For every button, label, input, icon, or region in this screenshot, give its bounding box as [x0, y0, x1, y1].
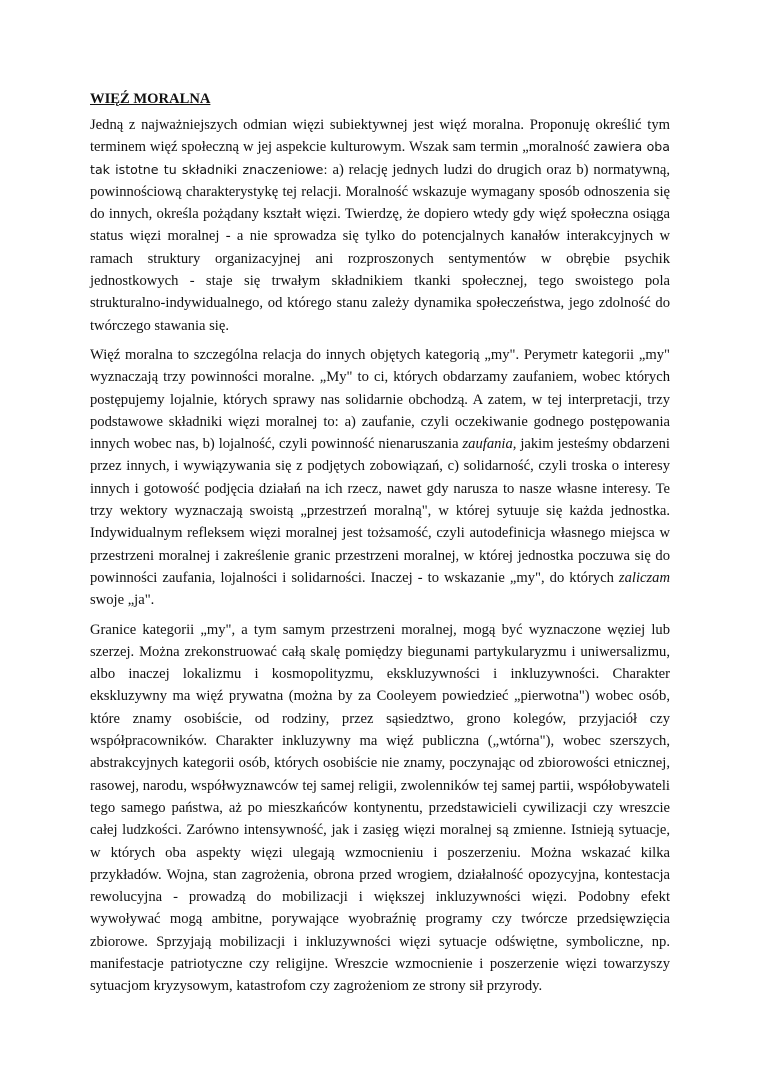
document-page [90, 88, 670, 1005]
paragraph-1 [90, 114, 670, 337]
paragraph-1-text-c: a) relację jednych ludzi do drugich oraz b) normatywną, powinnościową charakterystykę tej relacji. Moralność wskazuje wymagany sposób odnoszenia się do innych, określa pożądany kształt więzi. Twierdzę, że dopiero wtedy gdy więź społeczna osiąga status więzi moralnej - a nie sprowadza się tylko do potencjalnych kanałów interakcyjnych w ramach struktury organizacyjnej ani rozproszonych sentymentów w obrębie psychik jednostkowych - staje się trwałym składnikiem tkanki społecznej, tego swoistego pola strukturalno-indywidualnego, od którego stanu zależy dynamika społeczeństwa, jego zdolność do twórczego stawania się. [90, 161, 671, 334]
paragraph-2 [90, 344, 670, 612]
paragraph-1-text-b: zawiera oba tak istotne tu składniki znaczeniowe: [90, 139, 670, 177]
paragraph-1-text-a: Jedną z najważniejszych odmian więzi subiektywnej jest więź moralna. Proponuję określić tym terminem więź społeczną w jej aspekcie kulturowym. Wszak sam termin „moralność [90, 117, 670, 156]
document-title: WIĘŹ MORALNA [90, 91, 211, 107]
paragraph-2-emphasis-zaliczam: zaliczam [618, 569, 670, 586]
paragraph-2-text-c: swoje „ja". [90, 592, 155, 609]
paragraph-2-text-b: jakim jesteśmy obdarzeni przez innych, i wywiązywania się z podjętych zobowiązań, c) solidarność, czyli troska o interesy innych i gotowość podjęcia działań na ich rzecz, nawet gdy narusza to nasze własne interesy. Te trzy wektory wyznaczają swoistą „przestrzeń moralną", w której sytuuje się każda jednostka. Indywidualnym refleksem więzi moralnej jest tożsamość, czyli autodefinicja własnego miejsca w przestrzeni moralnej i zakreślenie granic przestrzeni moralnej, w której jednostka poczuwa się do powinności zaufania, lojalności i solidarności. Inaczej - to wskazanie „my", do których [90, 436, 670, 586]
paragraph-3: Granice kategorii „my", a tym samym przestrzeni moralnej, mogą być wyznaczone węziej lub szerzej. Można zrekonstruować całą skalę pomiędzy biegunami partykularyzmu i uniwersalizmu, albo inaczej lokalizmu i kosmopolityzmu, ekskluzywności i inkluzywności. Charakter ekskluzywny ma więź prywatna (można by za Cooleyem powiedzieć „pierwotna") wobec osób, które znamy osobiście, od rodziny, przez sąsiedztwo, grono kolegów, przyjaciół czy współpracowników. Charakter inkluzywny ma więź publiczna („wtórna"), wobec szerszych, abstrakcyjnych kategorii osób, których osobiście nie znamy, poczynając od zbiorowości etnicznej, rasowej, narodu, współwyznawców tej samej religii, zwolenników tej samej partii, współobywateli tego samego państwa, aż po mieszkańców kontynentu, przedstawicieli cywilizacji czy wreszcie całej ludzkości. Zarówno intensywność, jak i zasięg więzi moralnej są zmienne. Istnieją sytuacje, w których oba aspekty więzi ulegają wzmocnieniu i poszerzeniu. Można wskazać kilka przykładów. Wojna, stan zagrożenia, obrona przed wrogiem, działalność opozycyjna, kontestacja rewolucyjna - prowadzą do mobilizacji i większej inkluzywności więzi. Podobny efekt wywoływać mogą ambitne, porywające wyobraźnię programy czy twórcze przedsięwzięcia zbiorowe. Sprzyjają mobilizacji i inkluzywności więzi sytuacje odświętne, symboliczne, np. manifestacje patriotyczne czy religijne. Wreszcie wzmocnienie i poszerzenie więzi towarzyszy sytuacjom kryzysowym, katastrofom czy zagrożeniom ze strony sił przyrody. [90, 621, 670, 995]
paragraph-2-emphasis-zaufania: zaufania, [462, 436, 517, 453]
paragraph-2-text-a: Więź moralna to szczególna relacja do innych objętych kategorią „my". Perymetr kategorii „my" wyznaczają trzy powinności moralne. „My" to ci, których obdarzamy zaufaniem, wobec których postępujemy lojalnie, których sprawy nas solidarnie obchodzą. A zatem, w tej interpretacji, trzy podstawowe składniki więzi moralnej to: a) zaufanie, czyli oczekiwanie godnego postępowania innych wobec nas, b) lojalność, czyli powinność nienaruszania [90, 346, 670, 453]
